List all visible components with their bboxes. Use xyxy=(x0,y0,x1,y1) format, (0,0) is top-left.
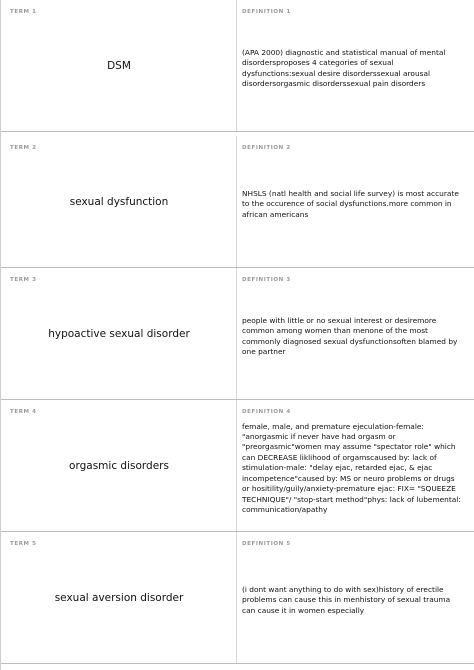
flashcard-4 xyxy=(1,400,474,532)
definition-value: (i dont want anything to do with sex)history of erectile problems can cause this in menhistory of sexual trauma can cause it in women especially xyxy=(242,584,451,615)
term-text xyxy=(1,268,237,399)
term-label: TERM 1 xyxy=(10,9,37,15)
definition-text xyxy=(242,268,464,399)
definition-text xyxy=(242,0,464,131)
definition-label: DEFINITION 3 xyxy=(242,277,291,283)
term-value: sexual aversion disorder xyxy=(54,591,184,604)
term-text xyxy=(1,136,237,267)
term-label: TERM 3 xyxy=(10,277,37,283)
term-value: sexual dysfunction xyxy=(69,195,169,208)
definition-label: DEFINITION 1 xyxy=(242,9,291,15)
term-text xyxy=(1,400,237,531)
definition-value: NHSLS (natl health and social life survey) is most accurate to the occurence of social dysfunctions.more common in african americans xyxy=(242,188,459,219)
term-label: TERM 5 xyxy=(10,541,37,547)
flashcard-3 xyxy=(1,268,474,400)
flashcard-1 xyxy=(1,0,474,132)
definition-text xyxy=(242,136,464,267)
term-text xyxy=(1,0,237,131)
definition-label: DEFINITION 4 xyxy=(242,409,291,415)
definition-value: (APA 2000) diagnostic and statistical manual of mental disordersproposes 4 categories of sexual dysfunctions:sexual desire disorderssexual arousal disordersorgasmic disorderssexual pain disorders xyxy=(242,47,446,88)
definition-text xyxy=(242,532,464,663)
term-text xyxy=(1,532,237,663)
definition-value: female, male, and premature ejeculation-female: "anorgasmic if never have had orgasm or "preorgasmic"women may assume "spectator role" which can DECREASE liklihood of orgamscaused by: lack of stimulation-male: "delay ejac, retarded ejac, & ejac incompetence"caused by: MS or neuro problems or drugs or hositility/guily/anxiety-premature ejac: FIX= "SQUEEZE TECHNIQUE"/ "stop-start method"phys: lack of lubemental: communication/apathy xyxy=(242,421,461,514)
term-value: DSM xyxy=(107,59,131,72)
flashcard-2 xyxy=(1,136,474,268)
term-label: TERM 2 xyxy=(10,145,37,151)
definition-label: DEFINITION 2 xyxy=(242,145,291,151)
term-value: orgasmic disorders xyxy=(69,459,169,472)
definition-value: people with little or no sexual interest or desiremore common among women than menone of the most commonly diagnosed sexual dysfunctionsoften blamed by one partner xyxy=(242,315,458,356)
flashcard-5 xyxy=(1,532,474,664)
term-label: TERM 4 xyxy=(10,409,37,415)
definition-label: DEFINITION 5 xyxy=(242,541,291,547)
definition-text xyxy=(242,400,464,531)
term-value: hypoactive sexual disorder xyxy=(48,327,190,340)
